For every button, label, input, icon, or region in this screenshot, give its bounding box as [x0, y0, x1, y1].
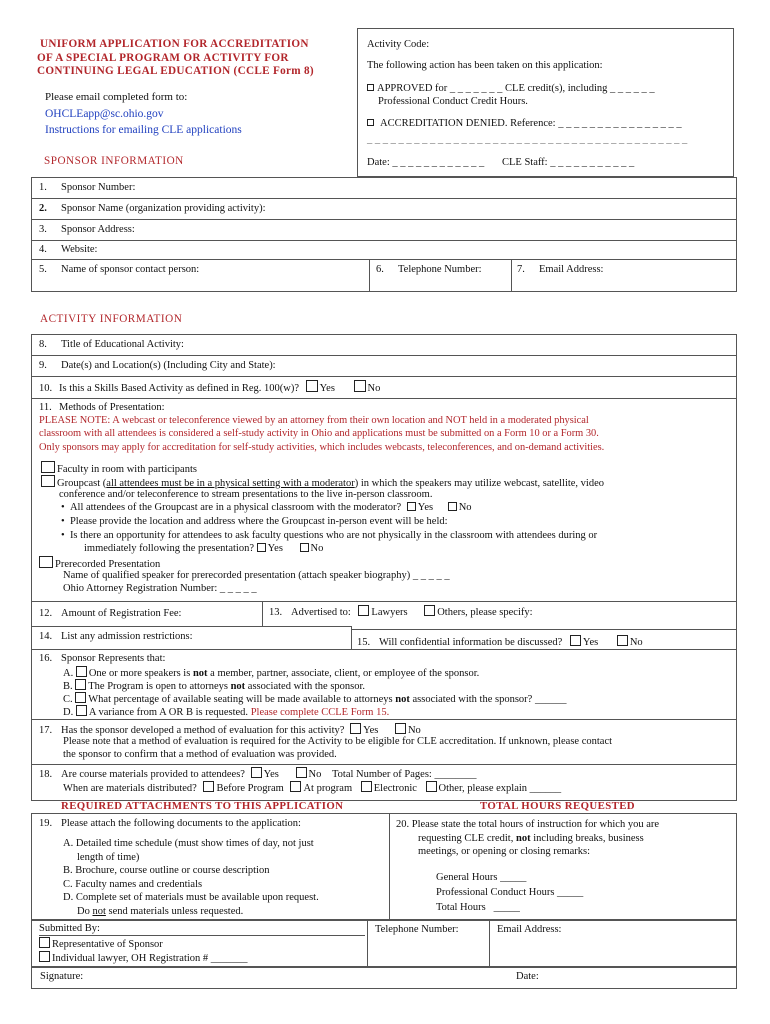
questions-no-checkbox[interactable] — [300, 543, 309, 552]
represents-c-emphasis: not — [395, 694, 410, 705]
general-hours-field[interactable]: General Hours _____ — [436, 872, 527, 883]
bullet-icon: • — [61, 516, 65, 527]
attachment-item-a-cont: length of time) — [77, 851, 140, 863]
represents-d-letter: D. — [63, 707, 74, 718]
q17-number: 17. — [39, 725, 53, 736]
q20-line-2-end: including breaks, business — [530, 832, 644, 844]
skills-yes-label: Yes — [319, 383, 335, 394]
activity-info-heading: ACTIVITY INFORMATION — [40, 313, 183, 325]
other-checkbox[interactable] — [426, 781, 437, 792]
groupcast-label-end: ) in which the speakers may utilize webcast, satellite, video — [354, 478, 605, 489]
self-study-note-line-1: PLEASE NOTE: A webcast or teleconference viewed by an attorney from their own location and NOT held in a moderated physical — [39, 415, 589, 426]
individual-lawyer-checkbox[interactable] — [39, 951, 50, 962]
signature-box — [31, 967, 737, 989]
bullet-3-label-cont: immediately following the presentation? — [84, 543, 254, 554]
q20-line-3: meetings, or opening or closing remarks: — [418, 846, 591, 857]
groupcast-label-underlined: all attendees must be in a physical setting with a moderator — [106, 478, 355, 489]
q2-number: 2. — [39, 203, 47, 214]
groupcast-label-start: Groupcast ( — [57, 478, 107, 489]
sponsor-info-heading: SPONSOR INFORMATION — [44, 155, 184, 167]
evaluation-yes-checkbox[interactable] — [350, 723, 361, 734]
admission-restrictions-field[interactable] — [39, 631, 193, 642]
q7-label: Email Address: — [539, 264, 604, 275]
hours-heading: TOTAL HOURS REQUESTED — [480, 800, 636, 812]
groupcast-option — [41, 475, 604, 489]
attachment-item-d-cont — [63, 905, 319, 919]
q8-number: 8. — [39, 339, 47, 350]
course-materials-question — [39, 767, 476, 780]
attachment-item-c: C. Faculty names and credentials — [63, 878, 203, 890]
materials-when-label: When are materials distributed? — [63, 783, 197, 794]
q6-number: 6. — [376, 264, 384, 275]
signature-date-field[interactable]: Date: — [516, 971, 539, 982]
instructions-link[interactable]: Instructions for emailing CLE applications — [45, 124, 242, 136]
q16-label: Sponsor Represents that: — [61, 653, 166, 664]
q18-label: Are course materials provided to attendees? — [61, 769, 245, 780]
denied-reference-line: _ _ _ _ _ _ _ _ _ _ _ _ _ _ _ _ _ _ _ _ _ _ _ _ _ _ _ _ _ _ _ _ _ _ _ _ _ _ _ _ _ — [367, 134, 688, 145]
signature-field[interactable]: Signature: — [40, 971, 84, 982]
groupcast-bullet-3 — [61, 530, 597, 541]
q19-number: 19. — [39, 818, 53, 829]
attachment-item-d: D. Complete set of materials must be available upon request. — [63, 892, 319, 903]
evaluation-note-1: Please note that a method of evaluation is required for the Activity to be eligible for CLE accreditation. If unknown, please contact — [63, 736, 613, 747]
at-program-label: At program — [303, 783, 353, 794]
q1-label: Sponsor Number: — [61, 182, 136, 193]
moderator-yes-checkbox[interactable] — [407, 502, 416, 511]
electronic-label: Electronic — [373, 783, 417, 794]
represents-a-text: One or more speakers is — [88, 668, 193, 679]
represents-c-checkbox[interactable] — [75, 692, 86, 703]
office-date: Date: _ _ _ _ _ _ _ _ _ _ _ _ — [367, 157, 485, 168]
evaluation-yes-label: Yes — [363, 725, 379, 736]
submission-email-link[interactable]: OHCLEapp@sc.ohio.gov — [45, 108, 164, 120]
confidential-no-label: No — [629, 637, 643, 648]
bullet-3-label: Is there an opportunity for attendees to ask faculty questions who are not physically in the classroom with attendees during or — [69, 530, 598, 541]
q5-label: Name of sponsor contact person: — [61, 264, 200, 275]
q9-number: 9. — [39, 360, 47, 371]
represents-a-checkbox[interactable] — [76, 666, 87, 677]
approved-label-cont: Professional Conduct Credit Hours. — [378, 96, 528, 107]
activity-title-field[interactable] — [39, 339, 184, 350]
faculty-checkbox[interactable] — [41, 461, 55, 473]
approved-checkbox[interactable] — [367, 84, 374, 91]
represents-b-text-end: associated with the sponsor. — [245, 681, 366, 692]
hours-instructions — [396, 818, 659, 859]
evaluation-note-2: the sponsor to confirm that a method of evaluation was provided. — [63, 749, 337, 760]
activity-code-label: Activity Code: — [367, 39, 430, 50]
groupcast-bullet-3-cont — [84, 543, 323, 554]
submitted-by-label: Submitted By: — [39, 923, 100, 934]
sponsor-name-field[interactable] — [39, 203, 266, 214]
q17-label: Has the sponsor developed a method of evaluation for this activity? — [61, 725, 345, 736]
q14-number: 14. — [39, 631, 53, 642]
representative-option — [39, 937, 163, 950]
ccle-form-15-note: Please complete CCLE Form 15. — [250, 707, 390, 718]
contact-person-field[interactable] — [39, 264, 199, 275]
skills-based-question — [39, 380, 380, 394]
attachment-item-b: B. Brochure, course outline or course description — [63, 865, 270, 876]
skills-no-label: No — [367, 383, 381, 394]
do-not-emphasis: not — [92, 905, 106, 917]
confidential-yes-checkbox[interactable] — [570, 635, 581, 646]
q1-number: 1. — [39, 182, 47, 193]
q2-label: Sponsor Name (organization providing activity): — [61, 203, 266, 214]
individual-lawyer-option — [39, 951, 248, 964]
denied-label: ACCREDITATION DENIED. Reference: _ _ _ _ _ _ _ _ _ _ _ _ _ _ _ _ — [380, 118, 682, 129]
represents-a-text-end: a member, partner, associate, client, or employee of the sponsor. — [207, 668, 480, 679]
form-title-line-3: CONTINUING LEGAL EDUCATION (CCLE Form 8) — [37, 65, 314, 77]
q20-emphasis: not — [515, 832, 531, 844]
represents-c-text-end: associated with the sponsor? ______ — [409, 694, 567, 705]
prerecorded-registration-field[interactable]: Ohio Attorney Registration Number: _ _ _ _ _ — [63, 583, 257, 594]
represents-d-text: A variance from A OR B is requested. — [88, 707, 249, 718]
prerecorded-label: Prerecorded Presentation — [55, 559, 161, 570]
q11-number: 11. — [39, 402, 52, 413]
sponsor-email-field[interactable] — [517, 264, 603, 275]
attachment-item-a: A. Detailed time schedule (must show times of day, not just — [63, 838, 314, 849]
prerecorded-speaker-field[interactable]: Name of qualified speaker for prerecorded presentation (attach speaker biography) _ _ _ _ _ — [63, 570, 450, 581]
submitter-email-field[interactable]: Email Address: — [497, 924, 562, 935]
website-field[interactable] — [39, 244, 97, 255]
do-not-text-end: send materials unless requested. — [105, 905, 244, 917]
q8-label: Title of Educational Activity: — [61, 339, 184, 350]
q11-label: Methods of Presentation: — [59, 402, 165, 413]
do-not-text: Do — [77, 905, 93, 917]
represents-b-checkbox[interactable] — [75, 679, 86, 690]
lawyers-label: Lawyers — [371, 607, 408, 618]
q3-number: 3. — [39, 224, 47, 235]
represents-b-emphasis: not — [230, 681, 246, 692]
bullet-2-label: Please provide the location and address where the Groupcast in-person event will be held: — [69, 516, 448, 527]
evaluation-no-checkbox[interactable] — [395, 723, 406, 734]
materials-distribution — [63, 781, 561, 794]
approved-label: APPROVED for _ _ _ _ _ _ _ CLE credit(s), including _ _ _ _ _ _ — [377, 83, 655, 94]
self-study-note-line-2: classroom with all attendees is considered a self-study activity in Ohio and applications must be submitted on a Form 10 or a Form 30. — [39, 428, 599, 440]
sponsor-address-field[interactable] — [39, 224, 135, 235]
faculty-label: Faculty in room with participants — [57, 464, 197, 475]
q20-line-2-start: requesting CLE credit, — [418, 832, 516, 844]
questions-no-label: No — [310, 543, 324, 554]
groupcast-bullet-1 — [61, 502, 472, 513]
email-prompt: Please email completed form to: — [45, 91, 188, 103]
confidential-no-checkbox[interactable] — [617, 635, 628, 646]
represents-a-letter: A. — [63, 668, 74, 679]
evaluation-question — [39, 723, 421, 736]
questions-yes-checkbox[interactable] — [257, 543, 266, 552]
q9-label: Date(s) and Location(s) (Including City and State): — [61, 360, 276, 371]
materials-yes-checkbox[interactable] — [251, 767, 262, 778]
attach-documents-prompt — [39, 818, 301, 829]
self-study-note-line-3: Only sponsors may apply for accreditation for self-study activities, which includes webcasts, teleconferences, and on-demand activities. — [39, 441, 605, 453]
action-taken-label: The following action has been taken on this application: — [367, 60, 603, 71]
represents-d-checkbox[interactable] — [76, 705, 87, 716]
denied-option — [367, 118, 682, 129]
q18-number: 18. — [39, 769, 53, 780]
denied-checkbox[interactable] — [367, 119, 374, 126]
represents-b-text: The Program is open to attorneys — [88, 681, 231, 692]
form-title-line-1: UNIFORM APPLICATION FOR ACCREDITATION — [40, 38, 309, 50]
moderator-no-label: No — [458, 502, 472, 513]
sponsor-represents-heading — [39, 653, 165, 664]
materials-no-label: No — [308, 769, 322, 780]
submitter-telephone-field[interactable]: Telephone Number: — [375, 924, 459, 935]
self-study-note — [39, 414, 604, 454]
q7-number: 7. — [517, 264, 525, 275]
q20-line-2 — [396, 832, 659, 846]
q15-number: 15. — [357, 637, 371, 648]
lawyers-checkbox[interactable] — [358, 605, 369, 616]
q14-label: List any admission restrictions: — [61, 631, 193, 642]
q5-number: 5. — [39, 264, 47, 275]
represents-a — [63, 666, 479, 679]
q15-label: Will confidential information be discussed? — [379, 637, 563, 648]
prerecorded-option — [39, 556, 160, 570]
skills-yes-checkbox[interactable] — [306, 380, 318, 392]
others-checkbox[interactable] — [424, 605, 435, 616]
confidential-yes-label: Yes — [582, 637, 599, 648]
others-label: Others, please specify: — [437, 607, 533, 618]
q4-number: 4. — [39, 244, 47, 255]
materials-no-checkbox[interactable] — [296, 767, 307, 778]
q3-label: Sponsor Address: — [61, 224, 135, 235]
cle-staff: CLE Staff: _ _ _ _ _ _ _ _ _ _ _ — [502, 157, 635, 168]
bullet-icon: • — [61, 502, 65, 513]
total-pages-field[interactable]: Total Number of Pages: ________ — [331, 769, 477, 780]
representative-label: Representative of Sponsor — [52, 939, 163, 950]
represents-c-text: What percentage of available seating will be made available to attorneys — [88, 694, 396, 705]
sponsor-number-field[interactable] — [39, 182, 135, 193]
bullet-1-label: All attendees of the Groupcast are in a physical classroom with the moderator? — [69, 502, 402, 513]
registration-fee-field[interactable] — [39, 608, 181, 619]
represents-d — [63, 705, 389, 718]
prerecorded-checkbox[interactable] — [39, 556, 53, 568]
electronic-checkbox[interactable] — [361, 781, 372, 792]
before-program-checkbox[interactable] — [203, 781, 214, 792]
q12-number: 12. — [39, 608, 53, 619]
form-title — [37, 38, 314, 79]
form-title-line-2: OF A SPECIAL PROGRAM OR ACTIVITY FOR — [37, 51, 289, 64]
professional-conduct-hours-field[interactable]: Professional Conduct Hours _____ — [436, 887, 584, 898]
dates-locations-field[interactable] — [39, 360, 276, 371]
q10-label: Is this a Skills Based Activity as defined in Reg. 100(w)? — [59, 383, 300, 394]
attachments-list — [63, 837, 319, 918]
represents-c — [63, 692, 566, 705]
groupcast-label-cont: conference and/or teleconference to stream presentations to the live in-person classroom. — [59, 489, 433, 500]
represents-c-letter: C. — [63, 694, 73, 705]
faculty-option — [41, 461, 197, 475]
represents-b-letter: B. — [63, 681, 73, 692]
sponsor-telephone-field[interactable] — [376, 264, 482, 275]
q20-line-1: 20. Please state the total hours of instruction for which you are — [396, 819, 660, 830]
q12-label: Amount of Registration Fee: — [61, 608, 182, 619]
individual-lawyer-label: Individual lawyer, OH Registration # _______ — [52, 953, 248, 964]
before-program-label: Before Program — [216, 783, 284, 794]
at-program-checkbox[interactable] — [290, 781, 301, 792]
skills-no-checkbox[interactable] — [354, 380, 366, 392]
representative-checkbox[interactable] — [39, 937, 50, 948]
q19-label: Please attach the following documents to the application: — [61, 818, 301, 829]
bullet-icon: • — [61, 530, 65, 541]
moderator-yes-label: Yes — [417, 502, 434, 513]
groupcast-checkbox[interactable] — [41, 475, 55, 487]
attachments-heading: REQUIRED ATTACHMENTS TO THIS APPLICATION — [61, 800, 344, 812]
q6-label: Telephone Number: — [398, 264, 482, 275]
methods-heading — [39, 402, 165, 413]
questions-yes-label: Yes — [267, 543, 283, 554]
evaluation-no-label: No — [407, 725, 421, 736]
q13-label: Advertised to: — [291, 607, 351, 618]
total-hours-field[interactable]: Total Hours _____ — [436, 902, 520, 913]
moderator-no-checkbox[interactable] — [448, 502, 457, 511]
confidential-question — [357, 635, 643, 648]
materials-yes-label: Yes — [263, 769, 279, 780]
represents-b — [63, 679, 365, 692]
represents-a-emphasis: not — [192, 668, 208, 679]
q10-number: 10. — [39, 383, 53, 394]
other-label: Other, please explain ______ — [438, 783, 562, 794]
advertised-to-question — [269, 605, 533, 618]
approved-option — [367, 83, 655, 94]
groupcast-bullet-2 — [61, 516, 448, 527]
q4-label: Website: — [61, 244, 98, 255]
q16-number: 16. — [39, 653, 53, 664]
q13-number: 13. — [269, 607, 283, 618]
